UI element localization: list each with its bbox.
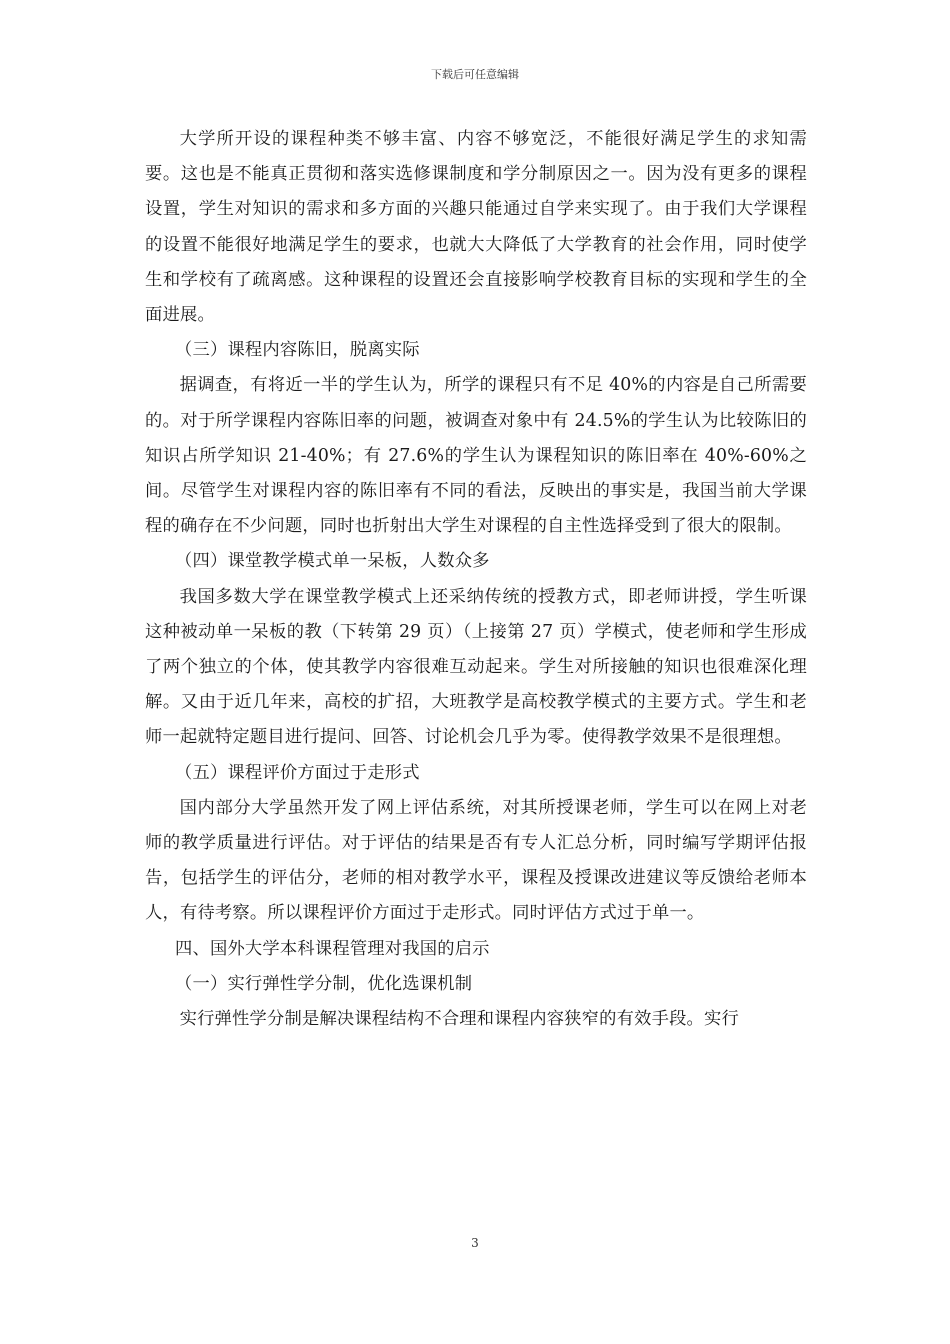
paragraph-survey-findings: 据调查，有将近一半的学生认为，所学的课程只有不足 40%的内容是自己所需要的。对于所学课程内容陈旧率的问题，被调查对象中有 24.5%的学生认为比较陈旧的知识占所学知识 21-40%；有 27.6%的学生认为课程知识的陈旧率在 40%-60%之间。尽管学生对课程内容的陈旧率有不同的看法，反映出的事实是，我国当前大学课程的确存在不少问题，同时也折射出大学生对课程的自主性选择受到了很大的限制。 bbox=[145, 375, 807, 537]
section-heading-outdated-content: （三）课程内容陈旧，脱离实际 bbox=[175, 340, 420, 361]
section-heading-teaching-mode: （四）课堂教学模式单一呆板，人数众多 bbox=[175, 551, 490, 572]
paragraph-teaching-mode: 我国多数大学在课堂教学模式上还采纳传统的授教方式，即老师讲授，学生听课这种被动单一呆板的教（下转第 29 页）（上接第 27 页）学模式，使老师和学生形成了两个独立的个体，使其教学内容很难互动起来。学生对所接触的知识也很难深化理解。又由于近几年来，高校的扩招，大班教学是高校教学模式的主要方式。学生和老师一起就特定题目进行提问、回答、讨论机会几乎为零。使得教学效果不是很理想。 bbox=[145, 586, 807, 748]
chapter-heading-foreign-inspiration: 四、国外大学本科课程管理对我国的启示 bbox=[175, 938, 490, 959]
paragraph-course-variety: 大学所开设的课程种类不够丰富、内容不够宽泛，不能很好满足学生的求知需要。这也是不能真正贯彻和落实选修课制度和学分制原因之一。因为没有更多的课程设置，学生对知识的需求和多方面的兴趣只能通过自学来实现了。由于我们大学课程的设置不能很好地满足学生的要求，也就大大降低了大学教育的社会作用，同时使学生和学校有了疏离感。这种课程的设置还会直接影响学校教育目标的实现和学生的全面进展。 bbox=[145, 129, 807, 326]
page-header: 下载后可任意编辑 bbox=[431, 68, 519, 81]
section-heading-flexible-credit: （一）实行弹性学分制，优化选课机制 bbox=[175, 973, 473, 994]
paragraph-course-evaluation: 国内部分大学虽然开发了网上评估系统，对其所授课老师，学生可以在网上对老师的教学质量进行评估。对于评估的结果是否有专人汇总分析，同时编写学期评估报告，包括学生的评估分，老师的相对教学水平，课程及授课改进建议等反馈给老师本人，有待考察。所以课程评价方面过于走形式。同时评估方式过于单一。 bbox=[145, 797, 807, 924]
page-number: 3 bbox=[471, 1236, 479, 1250]
paragraph-flexible-credit: 实行弹性学分制是解决课程结构不合理和课程内容狭窄的有效手段。实行 bbox=[179, 1009, 739, 1030]
section-heading-course-evaluation: （五）课程评价方面过于走形式 bbox=[175, 762, 420, 783]
document-body bbox=[145, 122, 807, 1037]
